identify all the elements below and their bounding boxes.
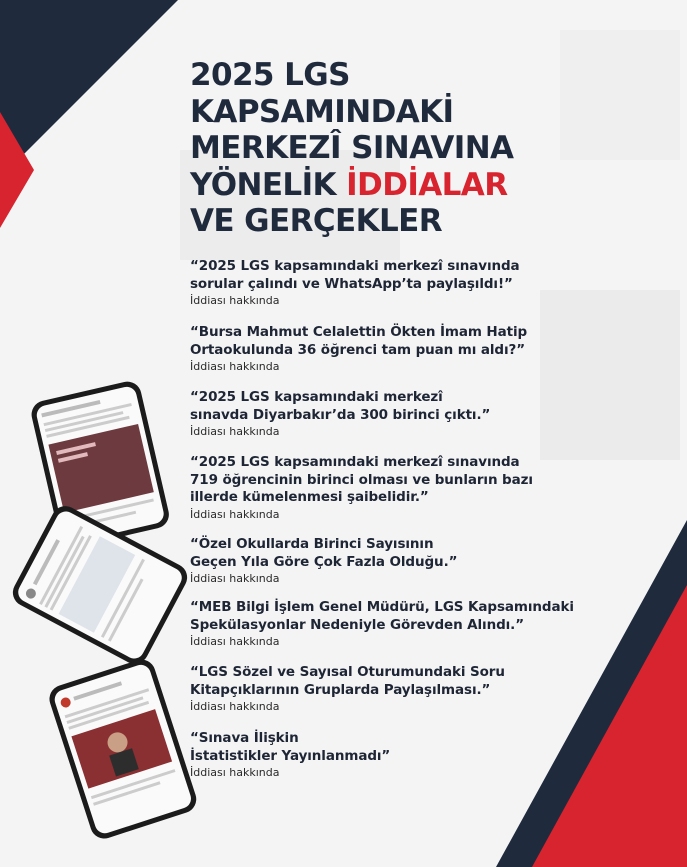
title-line-3: MERKEZÎ SINAVINA [190,130,514,166]
claim-item [190,454,590,522]
title-accent-word: İDDİALAR [346,166,508,203]
phone-mockups-illustration [0,380,200,850]
claim-text: “Özel Okullarda Birinci Sayısının Geçen Yıla Göre Çok Fazla Olduğu.” [190,536,458,570]
claim-subtitle: İddiası hakkında [190,425,280,438]
claim-subtitle: İddiası hakkında [190,635,280,648]
claim-item [190,664,590,714]
claim-text: “2025 LGS kapsamındaki merkezî sınavında sorular çalındı ve WhatsApp’ta paylaşıldı!” [190,258,520,292]
claim-item [190,389,590,439]
claim-subtitle: İddiası hakkında [190,766,280,779]
navy-triangle-top-left [0,0,178,178]
claim-subtitle: İddiası hakkında [190,572,280,585]
claim-text: “MEB Bilgi İşlem Genel Müdürü, LGS Kapsamındaki Spekülasyonlar Nedeniyle Görevden Alındı.” [190,599,574,633]
title-line-1: 2025 LGS [190,57,350,93]
title-line-4-prefix: YÖNELİK [190,166,347,203]
title-line-5: VE GERÇEKLER [190,203,443,239]
claim-item [190,324,590,374]
claim-subtitle: İddiası hakkında [190,294,280,307]
claim-item [190,730,590,780]
claim-item [190,599,590,649]
claim-subtitle: İddiası hakkında [190,700,280,713]
title-line-4 [190,167,670,204]
claim-text: “2025 LGS kapsamındaki merkezî sınavda Diyarbakır’da 300 birinci çıktı.” [190,389,491,423]
phone-mockup [8,501,192,669]
claim-subtitle: İddiası hakkında [190,507,280,521]
claim-subtitle: İddiası hakkında [190,360,280,373]
claim-item [190,536,590,586]
claim-text: “2025 LGS kapsamındaki merkezî sınavında 719 öğrencinin birinci olması ve bunların bazı illerde kümelenmesi şaibelidir.” [190,454,533,505]
phone-mockup [46,656,200,842]
claim-text: “Sınava İlişkin İstatistikler Yayınlanmadı” [190,730,391,764]
page-title [190,57,670,240]
title-line-2: KAPSAMINDAKİ [190,93,454,130]
claim-text: “Bursa Mahmut Celalettin Ökten İmam Hatip Ortaokulunda 36 öğrenci tam puan mı aldı?” [190,324,528,358]
claim-text: “LGS Sözel ve Sayısal Oturumundaki Soru Kitapçıklarının Gruplarda Paylaşılması.” [190,664,505,698]
claim-item [190,258,590,308]
